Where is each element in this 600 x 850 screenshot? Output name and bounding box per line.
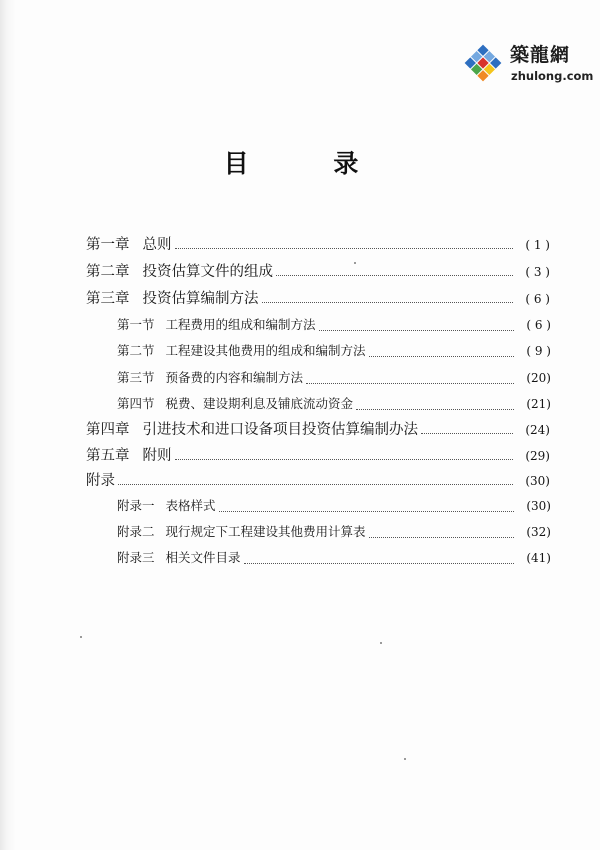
toc-entry-section-3 [117, 368, 551, 390]
toc-entry-title: 表格样式 [165, 498, 216, 513]
toc-entry-label: 附录二 [117, 524, 155, 539]
toc-entry-title: 引进技术和进口设备项目投资估算编制办法 [142, 422, 418, 438]
toc-entry-appendix-3 [117, 548, 551, 570]
toc-entry-chapter-4 [86, 418, 550, 440]
toc-entry-appendix [86, 469, 550, 491]
toc-entry-page: ( 3 ) [525, 265, 550, 279]
toc-entry-title: 投资估算编制方法 [142, 291, 259, 307]
scan-speck [404, 758, 406, 760]
toc-entry-chapter-2 [86, 260, 550, 282]
toc-entry-appendix-2 [117, 522, 551, 544]
toc-leader-dots [244, 562, 514, 564]
toc-leader-dots [356, 408, 514, 410]
toc-entry-title: 工程建设其他费用的组成和编制方法 [165, 343, 366, 358]
toc-entry-label: 第二章 [86, 264, 130, 280]
toc-entry-title: 税费、建设期利息及铺底流动资金 [165, 396, 354, 411]
toc-entry-page: (21) [526, 397, 551, 411]
toc-entry-title: 附录 [86, 473, 115, 489]
toc-entry-label: 第二节 [117, 343, 155, 358]
toc-entry-title: 相关文件目录 [165, 550, 241, 565]
toc-entry-chapter-3 [86, 287, 550, 309]
toc-leader-dots [118, 483, 513, 485]
logo-name: 築龍網 [510, 44, 571, 66]
toc-entry-label: 附录一 [117, 498, 155, 513]
toc-leader-dots [369, 536, 514, 538]
toc-entry-title: 工程费用的组成和编制方法 [165, 317, 316, 332]
toc-entry-appendix-1 [117, 496, 551, 518]
toc-entry-chapter-5 [86, 444, 550, 466]
toc-entry-section-4 [117, 394, 551, 416]
toc-entry-page: (30) [526, 499, 551, 513]
toc-leader-dots [421, 432, 513, 434]
toc-entry-title: 现行规定下工程建设其他费用计算表 [165, 524, 366, 539]
toc-entry-title: 总则 [142, 237, 172, 253]
toc-entry-label: 第四节 [117, 396, 155, 411]
scan-speck [380, 642, 382, 644]
toc-entry-section-2 [117, 341, 551, 363]
logo-domain: zhulong.com [511, 69, 594, 83]
toc-entry-title: 附则 [142, 448, 172, 464]
toc-entry-label: 第三章 [86, 291, 130, 307]
toc-entry-label: 第四章 [86, 422, 130, 438]
toc-leader-dots [306, 382, 514, 384]
toc-entry-page: ( 6 ) [525, 292, 550, 306]
toc-leader-dots [369, 355, 514, 357]
toc-entry-label: 第一节 [117, 317, 155, 332]
toc-entry-label: 第三节 [117, 370, 155, 385]
toc-entry-label: 第五章 [86, 448, 130, 464]
toc-entry-page: ( 9 ) [526, 344, 551, 358]
toc-entry-page: (30) [525, 474, 550, 488]
toc-leader-dots [175, 247, 514, 249]
toc-entry-page: (29) [525, 449, 550, 463]
toc-leader-dots [175, 458, 514, 460]
toc-entry-page: (20) [526, 371, 551, 385]
toc-entry-page: (41) [526, 551, 551, 565]
toc-leader-dots [219, 510, 514, 512]
toc-entry-page: ( 6 ) [526, 318, 551, 332]
toc-leader-dots [262, 301, 514, 303]
toc-entry-label: 附录三 [117, 550, 155, 565]
toc-entry-title: 预备费的内容和编制方法 [165, 370, 304, 385]
toc-entry-chapter-1 [86, 233, 550, 255]
page-title: 目 录 [223, 149, 397, 178]
scan-speck [80, 636, 82, 638]
scan-speck [354, 262, 356, 264]
toc-leader-dots [319, 329, 514, 331]
toc-entry-section-1 [117, 315, 551, 337]
toc-entry-page: (24) [525, 423, 550, 437]
toc-entry-page: (32) [526, 525, 551, 539]
toc-entry-title: 投资估算文件的组成 [142, 264, 273, 280]
toc-entry-label: 第一章 [86, 237, 130, 253]
toc-entry-page: ( 1 ) [525, 238, 550, 252]
toc-leader-dots [276, 274, 513, 276]
